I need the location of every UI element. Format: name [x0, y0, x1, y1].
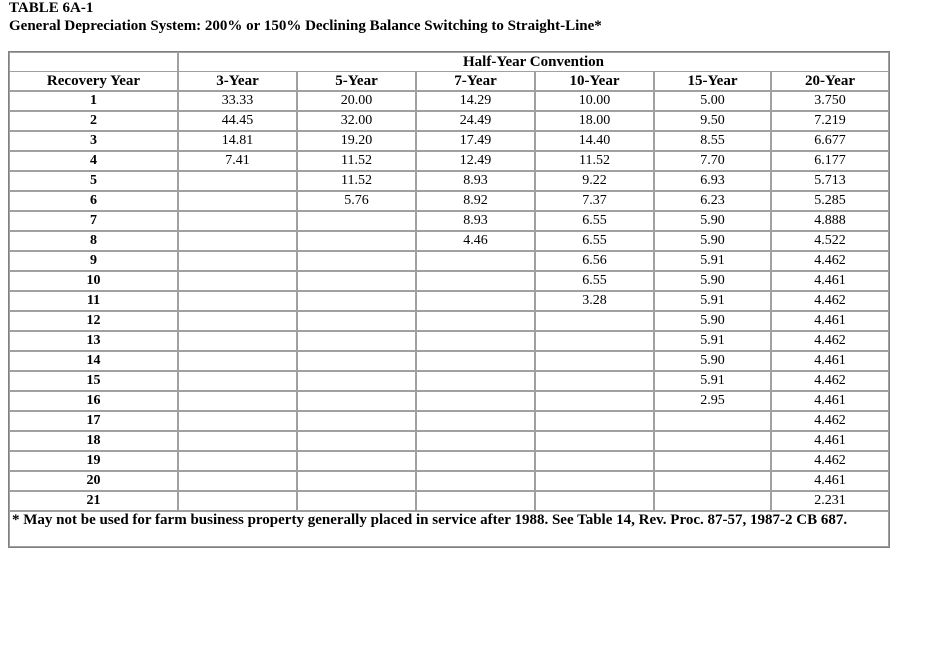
- rate-cell: 4.461: [771, 351, 889, 371]
- rate-cell: 33.33: [178, 91, 297, 111]
- rate-cell: 5.90: [654, 211, 771, 231]
- rate-cell: [297, 251, 416, 271]
- rate-cell: 2.231: [771, 491, 889, 511]
- table-row: [9, 411, 889, 431]
- table-row: [9, 211, 889, 231]
- recovery-year-cell: 3: [9, 131, 178, 151]
- rate-cell: 8.93: [416, 171, 535, 191]
- rate-cell: 12.49: [416, 151, 535, 171]
- rate-cell: 4.888: [771, 211, 889, 231]
- table-row: [9, 111, 889, 131]
- rate-cell: [297, 291, 416, 311]
- rate-cell: 4.461: [771, 311, 889, 331]
- rate-cell: 7.41: [178, 151, 297, 171]
- rate-cell: [416, 491, 535, 511]
- rate-cell: [416, 391, 535, 411]
- rate-cell: [416, 451, 535, 471]
- rate-cell: [297, 271, 416, 291]
- rate-cell: 4.462: [771, 451, 889, 471]
- recovery-year-cell: 17: [9, 411, 178, 431]
- convention-row: [9, 52, 889, 71]
- rate-cell: [535, 431, 654, 451]
- rate-cell: 2.95: [654, 391, 771, 411]
- recovery-year-cell: 15: [9, 371, 178, 391]
- rate-cell: [178, 471, 297, 491]
- rate-cell: [535, 491, 654, 511]
- rate-cell: [416, 251, 535, 271]
- rate-cell: 14.81: [178, 131, 297, 151]
- table-row: [9, 351, 889, 371]
- table-row: [9, 91, 889, 111]
- rate-cell: [297, 371, 416, 391]
- recovery-year-cell: 13: [9, 331, 178, 351]
- rate-cell: [416, 471, 535, 491]
- rate-cell: [654, 411, 771, 431]
- rate-cell: 14.40: [535, 131, 654, 151]
- table-row: [9, 291, 889, 311]
- rate-cell: 44.45: [178, 111, 297, 131]
- header-7-year: 7-Year: [416, 71, 535, 91]
- recovery-year-cell: 5: [9, 171, 178, 191]
- table-row: [9, 331, 889, 351]
- rate-cell: [297, 491, 416, 511]
- rate-cell: [654, 431, 771, 451]
- rate-cell: 4.462: [771, 411, 889, 431]
- rate-cell: 8.93: [416, 211, 535, 231]
- recovery-year-cell: 6: [9, 191, 178, 211]
- rate-cell: 5.91: [654, 371, 771, 391]
- rate-cell: 3.28: [535, 291, 654, 311]
- rate-cell: [416, 371, 535, 391]
- recovery-year-cell: 2: [9, 111, 178, 131]
- rate-cell: [416, 431, 535, 451]
- recovery-year-cell: 7: [9, 211, 178, 231]
- header-15-year: 15-Year: [654, 71, 771, 91]
- rate-cell: 10.00: [535, 91, 654, 111]
- rate-cell: [535, 411, 654, 431]
- rate-cell: [654, 451, 771, 471]
- header-20-year: 20-Year: [771, 71, 889, 91]
- table-row: [9, 471, 889, 491]
- rate-cell: [416, 351, 535, 371]
- rate-cell: [178, 231, 297, 251]
- rate-cell: 20.00: [297, 91, 416, 111]
- rate-cell: 32.00: [297, 111, 416, 131]
- rate-cell: 5.90: [654, 271, 771, 291]
- rate-cell: 5.91: [654, 291, 771, 311]
- rate-cell: [416, 331, 535, 351]
- rate-cell: 5.713: [771, 171, 889, 191]
- rate-cell: [178, 271, 297, 291]
- rate-cell: [535, 391, 654, 411]
- rate-cell: [178, 451, 297, 471]
- table-row: [9, 271, 889, 291]
- rate-cell: 6.56: [535, 251, 654, 271]
- rate-cell: [297, 231, 416, 251]
- rate-cell: 6.55: [535, 271, 654, 291]
- rate-cell: 3.750: [771, 91, 889, 111]
- rate-cell: [416, 311, 535, 331]
- rate-cell: 5.91: [654, 251, 771, 271]
- rate-cell: [416, 411, 535, 431]
- rate-cell: 6.55: [535, 231, 654, 251]
- rate-cell: [297, 331, 416, 351]
- table-row: [9, 491, 889, 511]
- rate-cell: 6.55: [535, 211, 654, 231]
- recovery-year-cell: 8: [9, 231, 178, 251]
- rate-cell: 4.462: [771, 291, 889, 311]
- rate-cell: [535, 451, 654, 471]
- rate-cell: [297, 351, 416, 371]
- table-row: [9, 171, 889, 191]
- table-row: [9, 311, 889, 331]
- rate-cell: 4.461: [771, 271, 889, 291]
- table-row: [9, 371, 889, 391]
- header-recovery-year: Recovery Year: [9, 71, 178, 91]
- rate-cell: [416, 271, 535, 291]
- recovery-year-cell: 10: [9, 271, 178, 291]
- rate-cell: [535, 351, 654, 371]
- rate-cell: 6.93: [654, 171, 771, 191]
- rate-cell: [178, 171, 297, 191]
- rate-cell: 11.52: [535, 151, 654, 171]
- rate-cell: [654, 471, 771, 491]
- rate-cell: 11.52: [297, 151, 416, 171]
- rate-cell: [178, 371, 297, 391]
- table-row: [9, 451, 889, 471]
- header-3-year: 3-Year: [178, 71, 297, 91]
- recovery-year-cell: 21: [9, 491, 178, 511]
- header-10-year: 10-Year: [535, 71, 654, 91]
- rate-cell: [178, 211, 297, 231]
- rate-cell: [297, 391, 416, 411]
- rate-cell: 8.55: [654, 131, 771, 151]
- rate-cell: [178, 191, 297, 211]
- rate-cell: [178, 351, 297, 371]
- rate-cell: 8.92: [416, 191, 535, 211]
- convention-label: Half-Year Convention: [178, 52, 889, 71]
- rate-cell: 17.49: [416, 131, 535, 151]
- table-row: [9, 391, 889, 411]
- rate-cell: 5.00: [654, 91, 771, 111]
- rate-cell: [297, 411, 416, 431]
- rate-cell: [178, 411, 297, 431]
- table-row: [9, 431, 889, 451]
- recovery-year-cell: 20: [9, 471, 178, 491]
- table-row: [9, 151, 889, 171]
- rate-cell: [535, 471, 654, 491]
- recovery-year-cell: 11: [9, 291, 178, 311]
- rate-cell: [297, 311, 416, 331]
- rate-cell: 9.50: [654, 111, 771, 131]
- rate-cell: 4.462: [771, 331, 889, 351]
- rate-cell: 4.461: [771, 431, 889, 451]
- rate-cell: 4.522: [771, 231, 889, 251]
- recovery-year-cell: 12: [9, 311, 178, 331]
- rate-cell: [654, 491, 771, 511]
- rate-cell: 7.37: [535, 191, 654, 211]
- rate-cell: [535, 311, 654, 331]
- recovery-year-cell: 9: [9, 251, 178, 271]
- recovery-year-cell: 19: [9, 451, 178, 471]
- rate-cell: 5.90: [654, 351, 771, 371]
- rate-cell: 5.76: [297, 191, 416, 211]
- table-row: [9, 191, 889, 211]
- rate-cell: [297, 451, 416, 471]
- recovery-year-cell: 18: [9, 431, 178, 451]
- rate-cell: [178, 491, 297, 511]
- table-subtitle: General Depreciation System: 200% or 150% Declining Balance Switching to Straight-Line*: [9, 18, 602, 34]
- header-5-year: 5-Year: [297, 71, 416, 91]
- recovery-year-cell: 4: [9, 151, 178, 171]
- footnote-row: [9, 511, 889, 547]
- rate-cell: [178, 291, 297, 311]
- recovery-year-cell: 16: [9, 391, 178, 411]
- rate-cell: 5.91: [654, 331, 771, 351]
- rate-cell: 4.462: [771, 251, 889, 271]
- rate-cell: 4.461: [771, 391, 889, 411]
- rate-cell: 5.90: [654, 311, 771, 331]
- recovery-year-cell: 14: [9, 351, 178, 371]
- rate-cell: [178, 431, 297, 451]
- rate-cell: [178, 311, 297, 331]
- rate-cell: 4.461: [771, 471, 889, 491]
- rate-cell: 9.22: [535, 171, 654, 191]
- rate-cell: 11.52: [297, 171, 416, 191]
- rate-cell: 7.70: [654, 151, 771, 171]
- rate-cell: [178, 331, 297, 351]
- rate-cell: 6.23: [654, 191, 771, 211]
- rate-cell: 24.49: [416, 111, 535, 131]
- table-row: [9, 131, 889, 151]
- rate-cell: [178, 251, 297, 271]
- recovery-year-cell: 1: [9, 91, 178, 111]
- footnote: * May not be used for farm business property generally placed in service after 1988. See Table 14, Rev. Proc. 87-57, 1987-2 CB 687.: [9, 511, 889, 547]
- rate-cell: 18.00: [535, 111, 654, 131]
- rate-cell: [297, 211, 416, 231]
- rate-cell: 6.177: [771, 151, 889, 171]
- header-row: [9, 71, 889, 91]
- table-row: [9, 251, 889, 271]
- rate-cell: 7.219: [771, 111, 889, 131]
- rate-cell: [297, 431, 416, 451]
- rate-cell: 4.46: [416, 231, 535, 251]
- table-title: TABLE 6A-1: [9, 0, 94, 16]
- rate-cell: [297, 471, 416, 491]
- rate-cell: [416, 291, 535, 311]
- rate-cell: [535, 331, 654, 351]
- depreciation-table: [8, 51, 890, 548]
- rate-cell: 19.20: [297, 131, 416, 151]
- rate-cell: [178, 391, 297, 411]
- rate-cell: 6.677: [771, 131, 889, 151]
- rate-cell: 5.90: [654, 231, 771, 251]
- rate-cell: [535, 371, 654, 391]
- rate-cell: 5.285: [771, 191, 889, 211]
- rate-cell: 4.462: [771, 371, 889, 391]
- rate-cell: 14.29: [416, 91, 535, 111]
- table-row: [9, 231, 889, 251]
